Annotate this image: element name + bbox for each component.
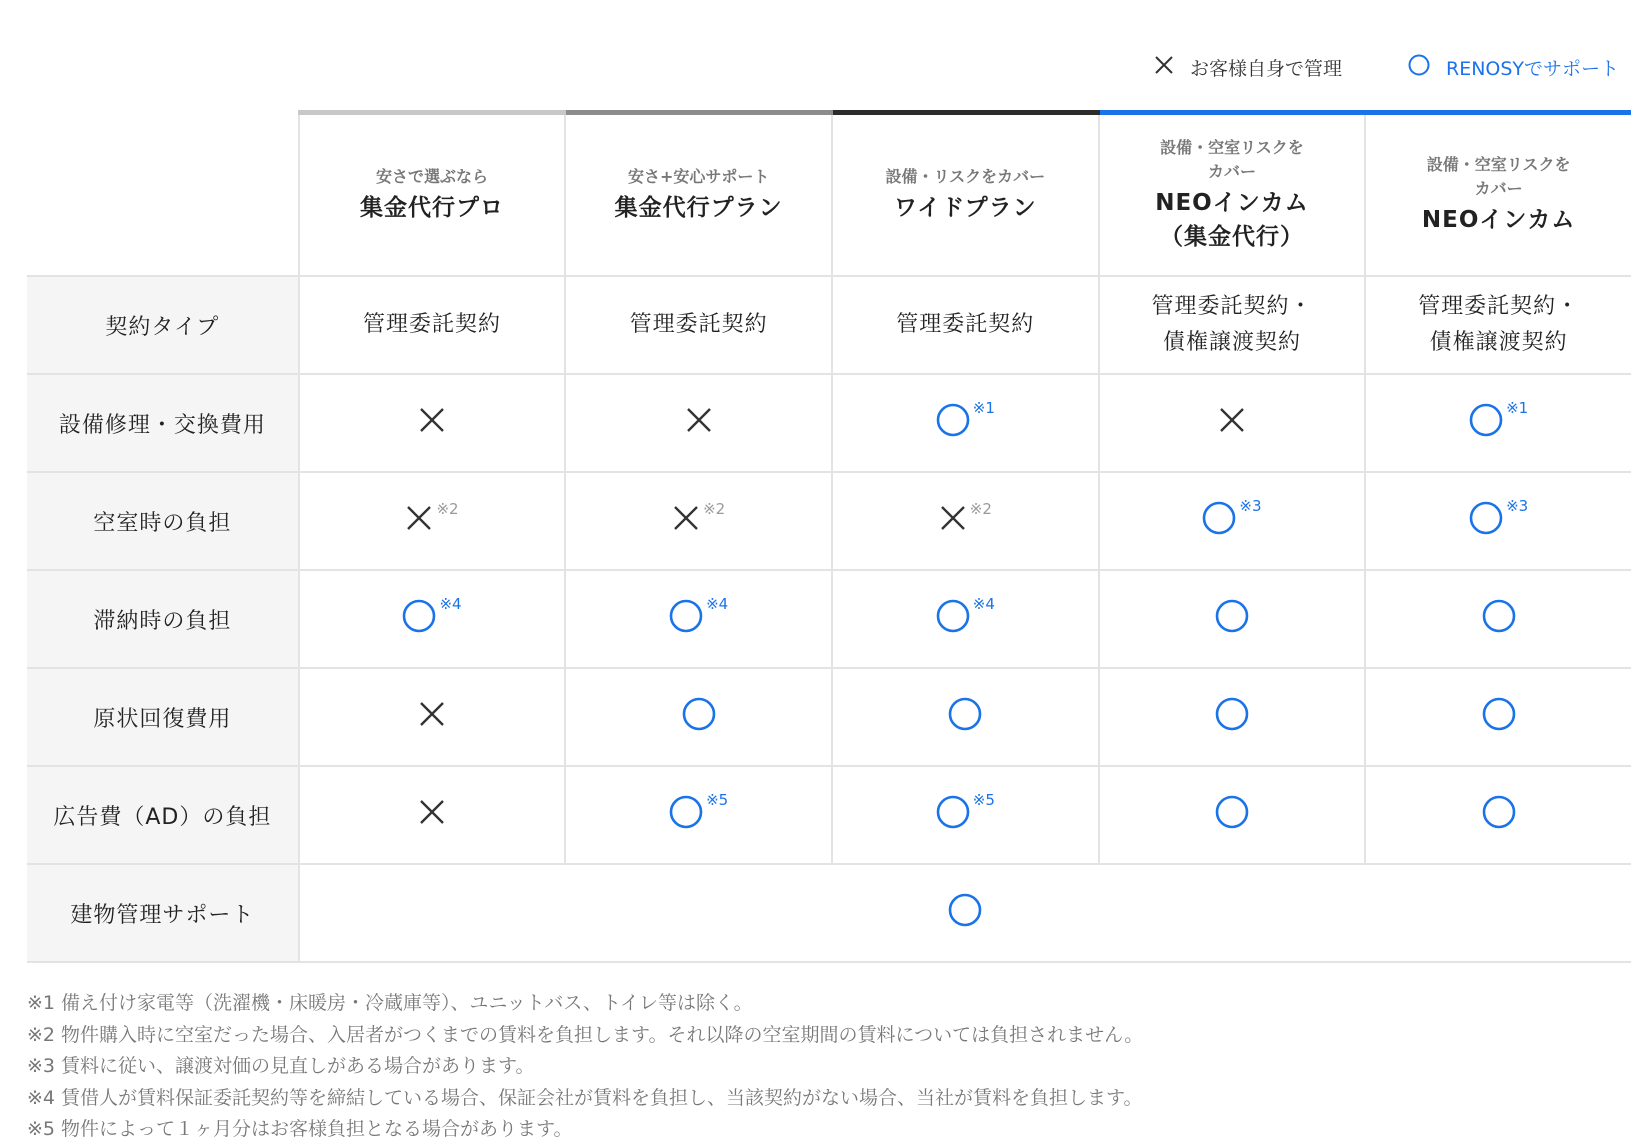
circle-icon xyxy=(669,795,703,829)
cell-text xyxy=(833,307,1098,343)
circle-icon xyxy=(669,599,703,633)
cross-mark xyxy=(418,700,446,728)
circle-icon xyxy=(1482,697,1516,731)
table-cell xyxy=(832,766,1099,864)
row-label: 建物管理サポート xyxy=(27,864,299,962)
circle-icon xyxy=(936,403,970,437)
plan-name-line: NEOインカム xyxy=(1155,190,1309,216)
row-label: 空室時の負担 xyxy=(27,472,299,570)
table-cell xyxy=(1099,374,1366,472)
cross-icon xyxy=(939,504,967,532)
footnote-ref: ※3 xyxy=(1506,497,1529,515)
plan-tagline xyxy=(566,165,831,189)
table-cell xyxy=(299,472,566,570)
table-cell xyxy=(565,472,832,570)
plan-header-3 xyxy=(832,113,1099,277)
table-cell xyxy=(1099,570,1366,668)
circle-icon xyxy=(1469,501,1503,535)
circle-mark xyxy=(1215,697,1249,731)
row-label: 広告費（AD）の負担 xyxy=(27,766,299,864)
circle-icon xyxy=(1215,697,1249,731)
cell-text xyxy=(1366,289,1631,361)
circle-mark xyxy=(1482,697,1516,731)
circle-icon xyxy=(1215,599,1249,633)
table-cell xyxy=(832,570,1099,668)
cell-text-line: 管理委託契約・ xyxy=(1151,294,1313,319)
footnote-item: ※3 賃料に従い、譲渡対価の見直しがある場合があります。 xyxy=(27,1055,535,1077)
cell-text-line: 管理委託契約・ xyxy=(1418,294,1580,319)
footnote-item: ※1 備え付け家電等（洗濯機・床暖房・冷蔵庫等）、ユニットバス、トイレ等は除く。 xyxy=(27,992,753,1014)
plan-name-line: （集金代行） xyxy=(1159,224,1304,250)
cell-text-line: 債権譲渡契約 xyxy=(1162,330,1301,355)
plan-name-line: 集金代行プロ xyxy=(360,195,504,221)
plan-tagline-line: カバー xyxy=(1474,179,1523,198)
circle-mark xyxy=(402,595,462,633)
footnote-ref: ※1 xyxy=(972,399,995,417)
cross-icon xyxy=(405,504,433,532)
footnote-ref: ※3 xyxy=(1239,497,1262,515)
footnote-item: ※4 賃借人が賃料保証委託契約等を締結している場合、保証会社が賃料を負担し、当該契約がない場合、当社が賃料を負担します。 xyxy=(27,1086,1143,1109)
table-cell xyxy=(299,766,566,864)
plan-tagline-line: 設備・空室リスクを xyxy=(1426,155,1571,174)
cell-text-line: 管理委託契約 xyxy=(896,312,1035,337)
circle-mark xyxy=(1469,399,1529,437)
plan-comparison-table xyxy=(27,110,1631,963)
table-cell xyxy=(1365,570,1631,668)
cell-text xyxy=(300,307,565,343)
table-cell xyxy=(565,276,832,374)
table-cell xyxy=(299,374,566,472)
plan-header-4 xyxy=(1099,113,1366,277)
table-cell xyxy=(1365,276,1631,374)
circle-icon xyxy=(936,599,970,633)
circle-icon xyxy=(1202,501,1236,535)
table-cell xyxy=(832,668,1099,766)
plan-tagline-line: カバー xyxy=(1207,162,1256,181)
cross-icon xyxy=(1218,406,1246,434)
circle-icon xyxy=(1469,403,1503,437)
footnote-ref: ※2 xyxy=(969,500,992,518)
table-row xyxy=(27,668,1631,766)
table-row xyxy=(27,570,1631,668)
circle-mark xyxy=(682,697,716,731)
footnote-ref: ※4 xyxy=(439,595,462,613)
legend-support xyxy=(1408,52,1619,82)
circle-icon xyxy=(1482,795,1516,829)
circle-icon xyxy=(402,599,436,633)
table-row xyxy=(27,864,1631,962)
footnote-ref: ※2 xyxy=(436,500,459,518)
table-row xyxy=(27,374,1631,472)
table-cell xyxy=(565,374,832,472)
plan-name xyxy=(1100,186,1365,254)
cross-mark xyxy=(1218,406,1246,434)
table-cell xyxy=(299,276,566,374)
cross-icon xyxy=(418,700,446,728)
plan-tagline-line: 安さ+安心サポート xyxy=(627,167,770,186)
circle-icon xyxy=(1408,54,1430,81)
table-cell xyxy=(299,864,1631,962)
table-cell xyxy=(1365,374,1631,472)
footnotes xyxy=(27,988,1143,1146)
plan-tagline xyxy=(833,165,1098,189)
cell-text-line: 管理委託契約 xyxy=(629,312,768,337)
cross-icon xyxy=(418,406,446,434)
circle-icon xyxy=(1215,795,1249,829)
circle-mark xyxy=(1202,497,1262,535)
table-cell xyxy=(1099,472,1366,570)
circle-mark xyxy=(669,791,729,829)
cross-icon xyxy=(672,504,700,532)
cross-icon xyxy=(685,406,713,434)
circle-icon xyxy=(1482,599,1516,633)
circle-mark xyxy=(1215,599,1249,633)
table-cell xyxy=(1099,766,1366,864)
circle-mark xyxy=(948,697,982,731)
circle-mark xyxy=(936,399,995,437)
table-corner xyxy=(27,113,299,277)
row-label: 設備修理・交換費用 xyxy=(27,374,299,472)
row-label: 契約タイプ xyxy=(27,276,299,374)
table-cell xyxy=(1365,766,1631,864)
footnote-ref: ※2 xyxy=(703,500,726,518)
plan-name-line: ワイドプラン xyxy=(894,195,1037,221)
plan-tagline xyxy=(1366,153,1631,201)
table-cell xyxy=(565,668,832,766)
plan-header-2 xyxy=(565,113,832,277)
table-cell xyxy=(1365,668,1631,766)
table-cell xyxy=(1099,276,1366,374)
circle-mark xyxy=(1482,599,1516,633)
table-cell xyxy=(1099,668,1366,766)
circle-icon xyxy=(948,893,982,927)
footnote-ref: ※5 xyxy=(706,791,729,809)
legend-manage xyxy=(1154,52,1342,82)
plan-tagline-line: 安さで選ぶなら xyxy=(375,167,488,186)
cross-mark xyxy=(418,406,446,434)
row-label: 滞納時の負担 xyxy=(27,570,299,668)
plan-name xyxy=(566,191,831,225)
cross-mark xyxy=(685,406,713,434)
plan-tagline-line: 設備・リスクをカバー xyxy=(885,167,1046,186)
table-cell xyxy=(832,276,1099,374)
circle-icon xyxy=(948,697,982,731)
table-cell xyxy=(832,472,1099,570)
cross-icon xyxy=(1154,55,1174,80)
plan-header-1 xyxy=(299,113,566,277)
cell-text-line: 債権譲渡契約 xyxy=(1429,330,1568,355)
legend-support-label: RENOSYでサポート xyxy=(1446,57,1620,80)
table-cell xyxy=(299,570,566,668)
cell-text xyxy=(1100,289,1365,361)
legend-manage-label: お客様自身で管理 xyxy=(1190,57,1343,80)
cross-mark xyxy=(672,500,726,532)
plan-header-5 xyxy=(1365,113,1631,277)
circle-mark xyxy=(669,595,729,633)
footnote-ref: ※4 xyxy=(706,595,729,613)
table-row xyxy=(27,276,1631,374)
circle-icon xyxy=(936,795,970,829)
plan-name xyxy=(833,191,1098,225)
cross-mark xyxy=(405,500,459,532)
table-cell xyxy=(565,766,832,864)
table-cell xyxy=(299,668,566,766)
table-row xyxy=(27,766,1631,864)
footnote-ref: ※4 xyxy=(972,595,995,613)
cross-mark xyxy=(418,798,446,826)
row-label: 原状回復費用 xyxy=(27,668,299,766)
circle-mark xyxy=(936,791,995,829)
table-cell xyxy=(565,570,832,668)
footnote-ref: ※1 xyxy=(1506,399,1529,417)
circle-mark xyxy=(1215,795,1249,829)
plan-name-line: 集金代行プラン xyxy=(614,195,783,221)
circle-mark xyxy=(1482,795,1516,829)
plan-name xyxy=(1366,203,1631,237)
footnote-item: ※2 物件購入時に空室だった場合、入居者がつくまでの賃料を負担します。それ以降の空室期間の賃料については負担されません。 xyxy=(27,1023,1144,1046)
circle-mark xyxy=(936,595,995,633)
circle-icon xyxy=(682,697,716,731)
table-cell xyxy=(1365,472,1631,570)
footnote-ref: ※5 xyxy=(972,791,995,809)
plan-name xyxy=(300,191,565,225)
cross-mark xyxy=(939,500,992,532)
footnote-item: ※5 物件によって１ヶ月分はお客様負担となる場合があります。 xyxy=(27,1118,573,1140)
table-cell xyxy=(832,374,1099,472)
plan-name-line: NEOインカム xyxy=(1421,207,1576,233)
cell-text-line: 管理委託契約 xyxy=(362,312,501,337)
plan-tagline-line: 設備・空室リスクを xyxy=(1160,138,1304,157)
circle-mark xyxy=(948,893,982,927)
cross-icon xyxy=(418,798,446,826)
cell-text xyxy=(566,307,831,343)
plan-tagline xyxy=(1100,136,1365,184)
plan-tagline xyxy=(300,165,565,189)
table-row xyxy=(27,472,1631,570)
circle-mark xyxy=(1469,497,1529,535)
